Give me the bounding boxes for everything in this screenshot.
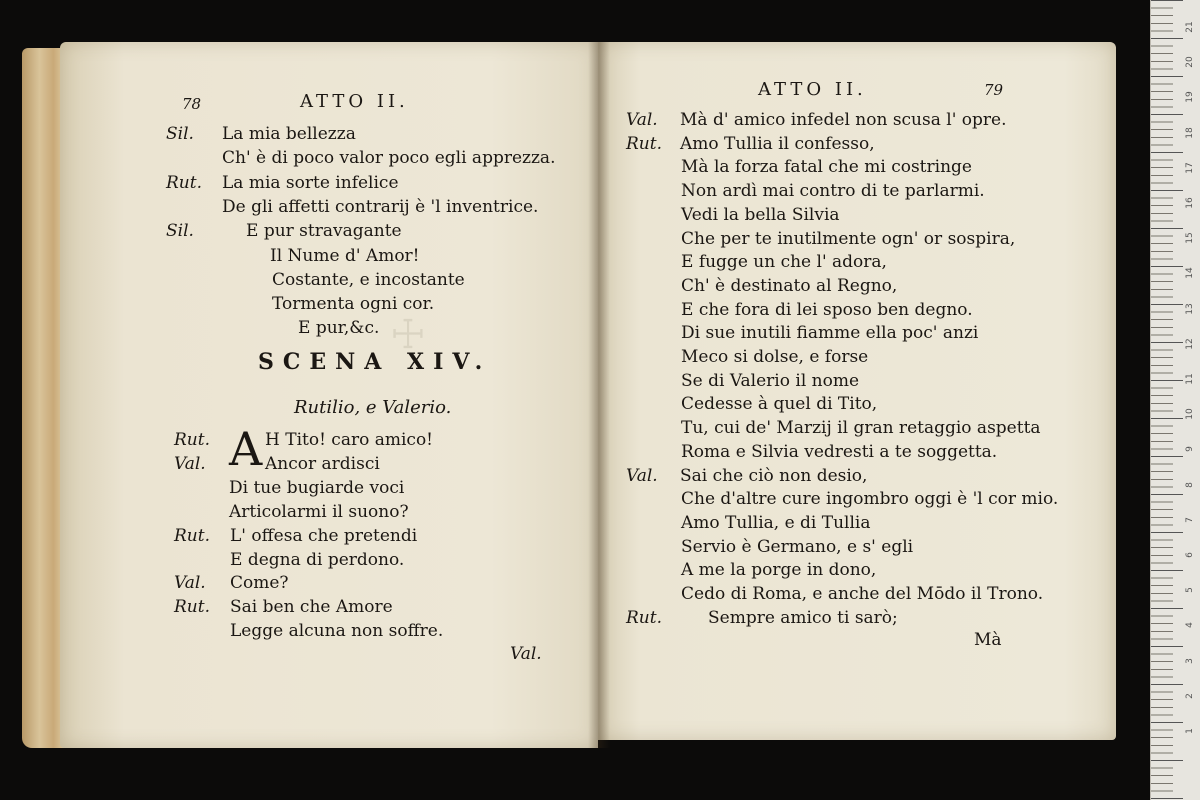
ruler-number: 1 (1185, 728, 1195, 734)
verse-line: Mà d' amico infedel non scusa l' opre. (680, 110, 1007, 130)
verse-line: Sai che ciò non desio, (680, 465, 868, 486)
page-number: 79 (984, 81, 1004, 99)
verse-line: Costante, e incostante (272, 269, 465, 290)
verse-line: E pur,&c. (298, 318, 380, 339)
verse-line: E che fora di lei sposo ben degno. (681, 299, 973, 320)
speaker-label: Rut. (166, 172, 202, 193)
ruler-number: 10 (1185, 408, 1195, 420)
verse-line: Servio è Germano, e s' egli (681, 536, 914, 557)
scene-heading: SCENA XIV. (258, 349, 492, 375)
verse-line: Non ardì mai contro di te parlarmi. (681, 181, 985, 202)
measurement-ruler (1150, 0, 1200, 800)
ruler-number: 6 (1185, 552, 1195, 558)
ruler-number: 11 (1185, 373, 1195, 385)
running-header: ATTO II. (758, 79, 867, 100)
verse-line: Ch' è di poco valor poco egli apprezza. (222, 148, 556, 169)
dialogue-line: L' offesa che pretendi (230, 525, 418, 546)
speaker-label: Val. (626, 465, 658, 486)
running-header: ATTO II. (300, 91, 409, 112)
verse-line: Roma e Silvia vedresti a te soggetta. (681, 441, 998, 462)
ruler-number: 21 (1185, 21, 1195, 33)
ruler-number: 7 (1185, 516, 1195, 523)
verse-line: Tu, cui de' Marzij il gran retaggio aspetta (681, 418, 1041, 439)
verse-line: Vedi la bella Silvia (681, 204, 840, 225)
verse-line: Di sue inutili fiamme ella poc' anzi (681, 323, 979, 344)
ruler-number: 14 (1185, 267, 1195, 280)
ruler-number: 15 (1185, 232, 1195, 244)
dialogue-line: Come? (230, 573, 289, 594)
ruler-number: 5 (1185, 587, 1195, 594)
page-number: 78 (182, 95, 202, 113)
scene-characters: Rutilio, e Valerio. (294, 397, 452, 418)
speaker-label: Sil. (166, 221, 194, 242)
verse-line: Amo Tullia, e di Tullia (681, 512, 871, 533)
catchword: Val. (510, 644, 542, 664)
verse-line: La mia bellezza (222, 124, 356, 144)
dialogue-line: Ancor ardisci (265, 453, 380, 474)
verse-line: E pur stravagante (246, 221, 402, 242)
dialogue-line: Legge alcuna non soffre. (230, 621, 444, 642)
speaker-label: Sil. (166, 124, 194, 144)
dialogue-line: H Tito! caro amico! (265, 430, 434, 450)
verse-line: Cedo di Roma, e anche del Mōdo il Trono. (681, 584, 1044, 604)
verse-line: Amo Tullia il confesso, (680, 133, 875, 154)
speaker-label: Rut. (626, 607, 662, 628)
verse-line: Se di Valerio il nome (681, 370, 860, 391)
verse-line: Sempre amico ti sarò; (708, 607, 898, 628)
show-through-text: ☩ (390, 312, 426, 358)
verse-line: Tormenta ogni cor. (272, 294, 435, 315)
dialogue-line: Articolarmi il suono? (229, 501, 409, 522)
catchword: Mà (974, 630, 1002, 650)
ruler-number: 9 (1185, 446, 1195, 453)
ruler-number: 12 (1185, 338, 1195, 350)
ruler-number: 18 (1185, 126, 1195, 139)
speaker-label: Rut. (174, 430, 210, 450)
ruler-number: 19 (1185, 91, 1195, 104)
verse-line: La mia sorte infelice (222, 172, 399, 193)
verse-line: De gli affetti contrarij è 'l inventrice. (222, 196, 539, 217)
verse-line: Che per te inutilmente ogn' or sospira, (681, 228, 1016, 249)
book-gutter (588, 42, 610, 748)
ruler-number: 8 (1185, 481, 1195, 488)
ruler-number: 20 (1185, 56, 1195, 68)
speaker-label: Rut. (626, 133, 662, 154)
ruler-number: 13 (1185, 302, 1195, 315)
verse-line: Mà la forza fatal che mi costringe (681, 157, 972, 178)
verse-line: Il Nume d' Amor! (270, 245, 420, 266)
dialogue-line: Di tue bugiarde voci (229, 477, 405, 498)
verse-line: Che d'altre cure ingombro oggi è 'l cor mio. (681, 489, 1059, 510)
speaker-label: Val. (174, 573, 206, 594)
drop-capital: A (229, 422, 263, 476)
verse-line: Ch' è destinato al Regno, (681, 275, 898, 296)
ruler-number: 16 (1185, 197, 1195, 209)
speaker-label: Rut. (174, 525, 210, 546)
verse-line: Cedesse à quel di Tito, (681, 394, 878, 415)
verse-line: Meco si dolse, e forse (681, 347, 869, 367)
dialogue-line: Sai ben che Amore (230, 597, 393, 618)
ruler-number: 3 (1185, 657, 1195, 664)
dialogue-line: E degna di perdono. (230, 549, 405, 570)
speaker-label: Val. (174, 453, 206, 474)
ruler-major-ticks (1151, 0, 1183, 800)
ruler-number: 4 (1185, 622, 1195, 629)
speaker-label: Rut. (174, 597, 210, 618)
verse-line: E fugge un che l' adora, (681, 252, 887, 273)
verse-line: A me la porge in dono, (681, 560, 877, 581)
speaker-label: Val. (626, 110, 658, 130)
ruler-number: 2 (1185, 692, 1195, 699)
ruler-number: 17 (1185, 162, 1195, 174)
